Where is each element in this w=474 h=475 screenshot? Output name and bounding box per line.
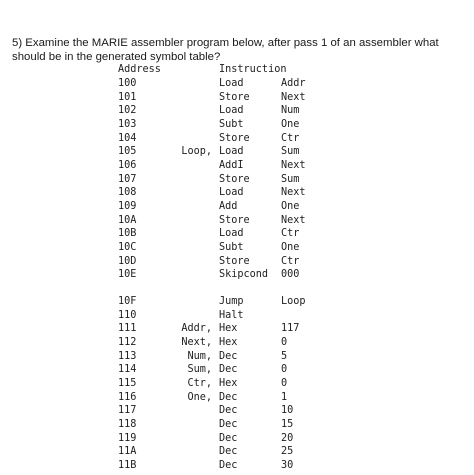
- address-cell: 105: [118, 146, 137, 158]
- operand-cell: Sum: [281, 173, 300, 185]
- address-cell: 119: [118, 432, 137, 444]
- opcode-cell: Subt: [219, 119, 244, 130]
- address-cell: 117: [118, 405, 137, 417]
- address-cell: 118: [118, 418, 137, 430]
- address-cell: 102: [118, 105, 137, 117]
- opcode-cell: Jump: [219, 296, 244, 308]
- opcode-cell: Hex: [219, 337, 238, 348]
- listing-row: [0, 200, 474, 214]
- operand-cell: 117: [281, 323, 300, 335]
- listing-row: [0, 268, 474, 282]
- opcode-cell: Dec: [219, 446, 238, 458]
- operand-cell: 1: [281, 391, 288, 403]
- listing-row: [0, 91, 474, 105]
- opcode-cell: Load: [219, 146, 244, 158]
- opcode-cell: Dec: [219, 459, 238, 471]
- opcode-cell: Subt: [219, 241, 244, 253]
- opcode-cell: Load: [219, 78, 244, 89]
- listing-row: [0, 336, 474, 350]
- operand-cell: Next: [281, 159, 306, 171]
- label-cell: Addr,: [181, 323, 212, 335]
- address-cell: 103: [118, 119, 137, 130]
- opcode-cell: Halt: [219, 309, 244, 321]
- listing-row: [0, 173, 474, 187]
- address-cell: 104: [118, 132, 137, 144]
- listing-row: [0, 132, 474, 146]
- listing-row: [0, 145, 474, 159]
- opcode-cell: Skipcond: [219, 269, 269, 281]
- opcode-cell: Store: [219, 91, 250, 103]
- listing-row: [0, 418, 474, 432]
- operand-cell: 0: [281, 364, 288, 376]
- operand-cell: Next: [281, 187, 306, 199]
- operand-cell: 25: [281, 446, 294, 458]
- address-header: Address: [118, 64, 161, 75]
- question-text: 5) Examine the MARIE assembler program below, after pass 1 of an assembler what should be in the generated symbol table?: [12, 37, 439, 63]
- listing-row: [0, 118, 474, 132]
- operand-cell: Next: [281, 91, 306, 103]
- address-cell: 110: [118, 309, 137, 321]
- address-cell: 10E: [118, 269, 137, 281]
- label-cell: Loop,: [181, 146, 212, 158]
- opcode-cell: Load: [219, 187, 244, 199]
- operand-cell: Ctr: [281, 228, 300, 240]
- listing-row: [0, 241, 474, 255]
- opcode-cell: Dec: [219, 405, 238, 417]
- listing-row: [0, 350, 474, 364]
- operand-cell: Ctr: [281, 255, 300, 267]
- opcode-cell: Add: [219, 200, 238, 212]
- listing-row: [0, 255, 474, 269]
- opcode-cell: Dec: [219, 350, 238, 362]
- listing-row: [0, 445, 474, 459]
- operand-cell: 20: [281, 432, 294, 444]
- address-cell: 115: [118, 378, 137, 389]
- address-cell: 10F: [118, 296, 137, 308]
- listing-row: [0, 459, 474, 473]
- listing-row: [0, 214, 474, 228]
- opcode-cell: Store: [219, 214, 250, 226]
- opcode-cell: Store: [219, 255, 250, 267]
- opcode-cell: Store: [219, 173, 250, 185]
- opcode-cell: Hex: [219, 378, 238, 389]
- operand-cell: Next: [281, 214, 306, 226]
- listing-row: [0, 432, 474, 446]
- address-cell: 114: [118, 364, 137, 376]
- operand-cell: 0: [281, 378, 288, 389]
- address-cell: 100: [118, 78, 137, 89]
- address-cell: 116: [118, 391, 137, 403]
- listing-row: [0, 295, 474, 309]
- listing-row: [0, 77, 474, 91]
- listing-row: [0, 322, 474, 336]
- label-cell: Sum,: [187, 364, 212, 376]
- address-cell: 109: [118, 200, 137, 212]
- address-cell: 106: [118, 159, 137, 171]
- address-cell: 11A: [118, 446, 137, 458]
- opcode-cell: Store: [219, 132, 250, 144]
- operand-cell: Loop: [281, 296, 306, 308]
- operand-cell: One: [281, 119, 300, 130]
- address-cell: 107: [118, 173, 137, 185]
- listing-row: [0, 404, 474, 418]
- opcode-cell: Dec: [219, 364, 238, 376]
- operand-cell: 000: [281, 269, 300, 281]
- instruction-header: Instruction: [219, 64, 287, 75]
- operand-cell: Sum: [281, 146, 300, 158]
- label-cell: One,: [187, 391, 212, 403]
- operand-cell: 5: [281, 350, 288, 362]
- address-cell: 10C: [118, 241, 137, 253]
- address-cell: 10D: [118, 255, 137, 267]
- listing-row: [0, 363, 474, 377]
- label-cell: Next,: [181, 337, 212, 348]
- label-cell: Ctr,: [187, 378, 212, 389]
- address-cell: 10B: [118, 228, 137, 240]
- operand-cell: 0: [281, 337, 288, 348]
- operand-cell: One: [281, 241, 300, 253]
- listing-row: [0, 377, 474, 391]
- address-cell: 111: [118, 323, 137, 335]
- label-cell: Num,: [187, 350, 212, 362]
- opcode-cell: AddI: [219, 159, 244, 171]
- operand-cell: Ctr: [281, 132, 300, 144]
- operand-cell: Addr: [281, 78, 306, 89]
- listing-row: [0, 104, 474, 118]
- operand-cell: Num: [281, 105, 300, 117]
- listing-row: [0, 159, 474, 173]
- address-cell: 101: [118, 91, 137, 103]
- opcode-cell: Dec: [219, 418, 238, 430]
- address-cell: 10A: [118, 214, 137, 226]
- opcode-cell: Load: [219, 105, 244, 117]
- opcode-cell: Load: [219, 228, 244, 240]
- listing-row: [0, 391, 474, 405]
- address-cell: 11B: [118, 459, 137, 471]
- opcode-cell: Dec: [219, 391, 238, 403]
- listing-row: [0, 309, 474, 323]
- listing-row: [0, 186, 474, 200]
- operand-cell: One: [281, 200, 300, 212]
- operand-cell: 30: [281, 459, 294, 471]
- operand-cell: 10: [281, 405, 294, 417]
- opcode-cell: Hex: [219, 323, 238, 335]
- address-cell: 113: [118, 350, 137, 362]
- address-cell: 108: [118, 187, 137, 199]
- opcode-cell: Dec: [219, 432, 238, 444]
- listing-row: [0, 227, 474, 241]
- address-cell: 112: [118, 337, 137, 348]
- operand-cell: 15: [281, 418, 294, 430]
